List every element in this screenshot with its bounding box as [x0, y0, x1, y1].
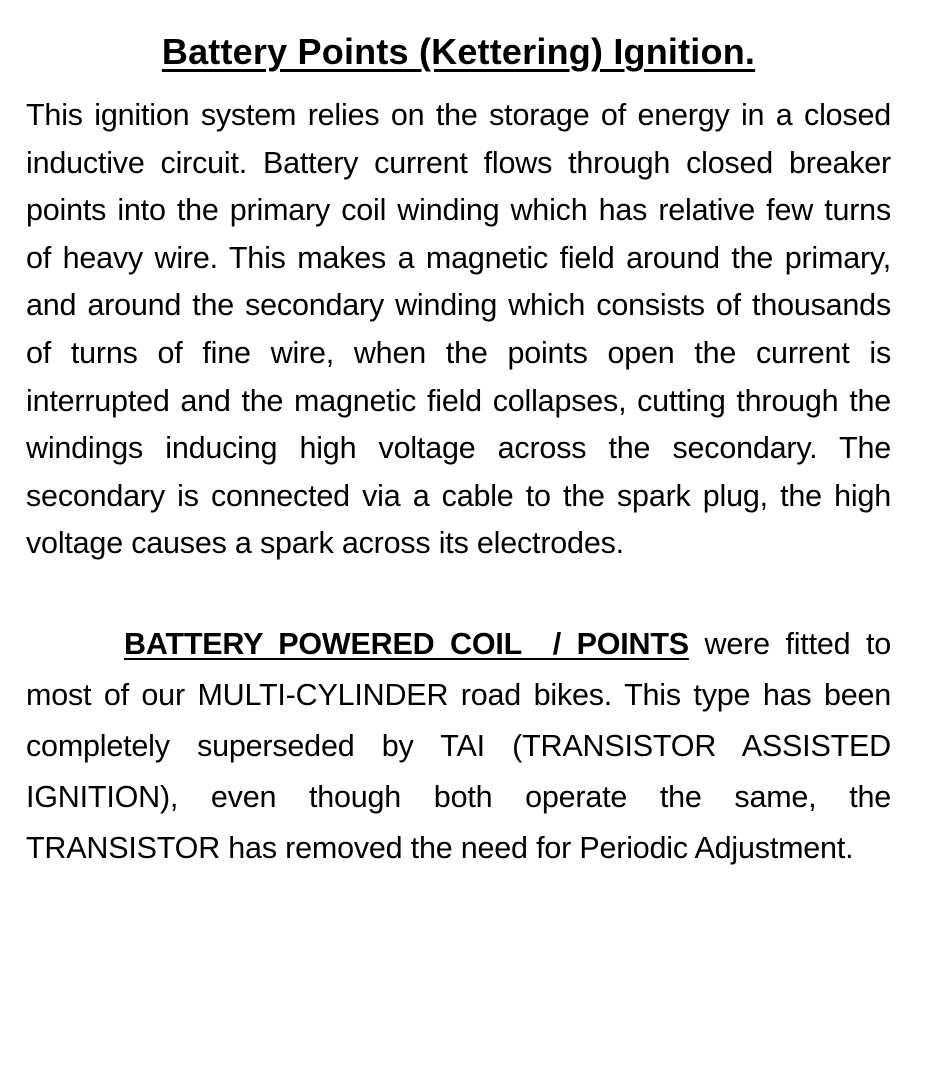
paragraph-battery-coil	[26, 619, 891, 874]
paragraph-ignition-description: This ignition system relies on the storage of energy in a closed inductive circuit. Battery current flows through closed breaker points into the primary coil winding which has relative few turns of heavy wire. This makes a magnetic field around the primary, and around the secondary winding which consists of thousands of turns of fine wire, when the points open the current is interrupted and the magnetic field collapses, cutting through the windings inducing high voltage across the secondary. The secondary is connected via a cable to the spark plug, the high voltage causes a spark across its electrodes.	[26, 98, 891, 561]
paragraph-body-text: were fitted to most of our MULTI-CYLINDER road bikes. This type has been completely superseded by TAI (TRANSISTOR ASSISTED IGNITION), even though both operate the same, the TRANSISTOR has removed the need for Periodic Adjustment.	[26, 626, 891, 865]
page-title-text: Battery Points (Kettering) Ignition.	[161, 31, 756, 72]
paragraph-lead-heading: BATTERY POWERED COIL / POINTS	[124, 626, 689, 661]
page-title	[26, 26, 891, 78]
